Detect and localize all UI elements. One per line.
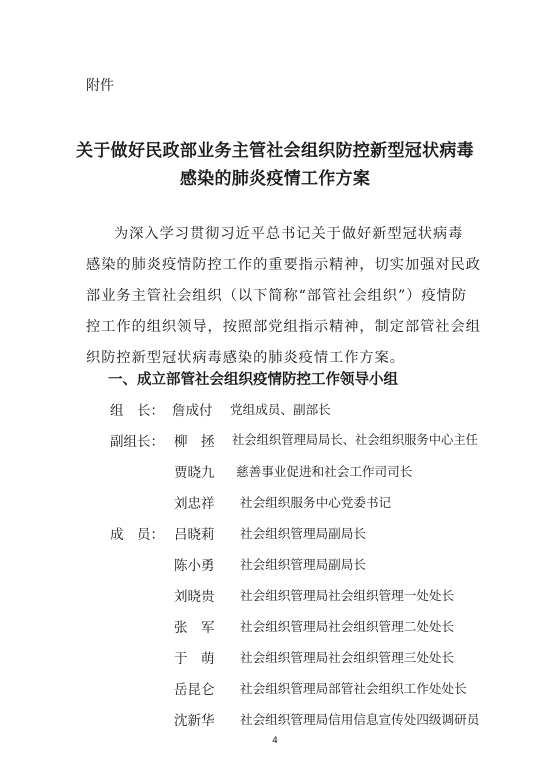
member-title: 社会组织管理局社会组织管理一处处长 [240,588,455,603]
member-role: 成 员： [110,527,164,543]
title-line-2: 感染的肺炎疫情工作方案 [179,169,371,189]
member-name: 于 萌 [174,651,215,667]
member-title: 党组成员、副部长 [230,402,331,417]
member-name: 詹成付 [172,403,213,419]
member-name: 刘晓贵 [174,589,215,605]
section-heading: 一、成立部管社会组织疫情防控工作领导小组 [108,372,398,388]
member-title: 社会组织管理局副局长 [240,526,366,541]
member-title: 社会组织管理局副局长 [240,557,366,572]
intro-line-1: 为深入学习贯彻习近平总书记关于做好新型冠状病毒 [114,226,464,242]
member-name: 陈小勇 [174,558,215,574]
member-title: 慈善事业促进和社会工作司司长 [236,464,413,479]
member-name: 柳 拯 [174,434,215,450]
member-name: 贾晓九 [174,465,215,481]
member-role: 组 长： [110,403,164,419]
member-title: 社会组织管理局社会组织管理二处处长 [240,619,455,634]
intro-line-2: 感染的肺炎疫情防控工作的重要指示精神，切实加强对民政 [86,257,481,273]
member-name: 张 军 [174,620,215,636]
member-title: 社会组织管理局局长、社会组织服务中心主任 [232,433,478,447]
member-name: 吕晓莉 [174,527,215,543]
member-title: 社会组织服务中心党委书记 [240,495,392,510]
intro-line-4: 控工作的组织领导，按照部党组指示精神，制定部管社会组 [86,319,481,335]
member-name: 沈新华 [174,713,215,729]
member-title: 社会组织管理局社会组织管理三处处长 [240,650,455,665]
intro-line-3: 部业务主管社会组织（以下简称“部管社会组织”）疫情防 [86,288,468,304]
member-role: 副组长： [110,434,164,450]
intro-line-5: 织防控新型冠状病毒感染的肺炎疫情工作方案。 [86,350,405,366]
member-title: 社会组织管理局部管社会组织工作处处长 [240,681,467,696]
title-line-1: 关于做好民政部业务主管社会组织防控新型冠状病毒 [76,141,474,161]
attachment-label: 附件 [86,78,114,94]
member-title: 社会组织管理局信用信息宣传处四级调研员 [240,712,480,727]
member-name: 刘忠祥 [174,496,215,512]
member-name: 岳昆仑 [174,682,215,698]
page-number: 4 [272,736,278,746]
